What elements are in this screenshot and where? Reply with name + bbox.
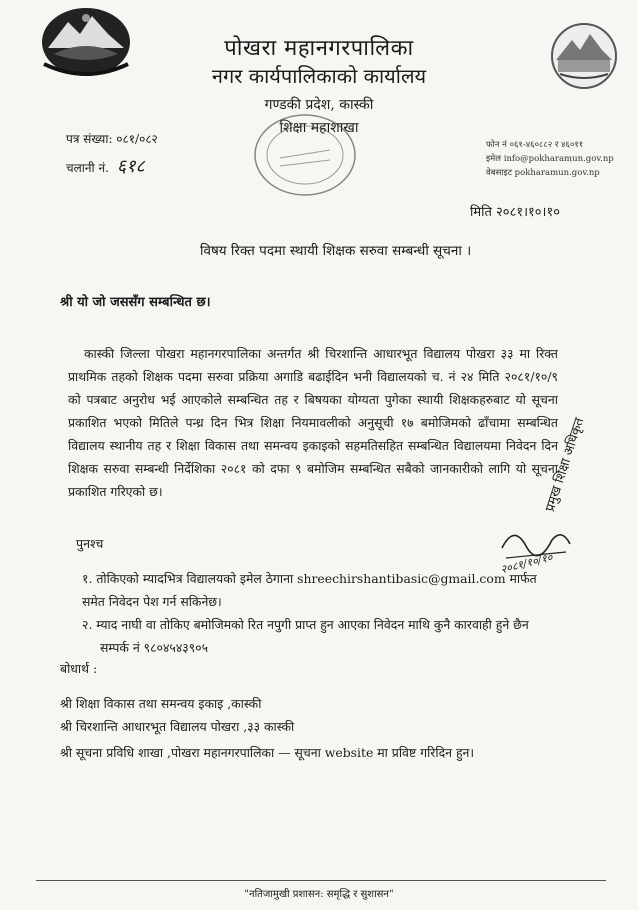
dispatch-number	[66, 154, 145, 178]
subject-line: विषय रिक्त पदमा स्थायी शिक्षक सरुवा सम्बन्धी सूचना ।	[200, 243, 472, 259]
contact-block	[486, 138, 614, 180]
salutation: श्री यो जो जससँग सम्बन्धित छ।	[60, 295, 211, 310]
contact-website: वेबसाइट pokharamun.gov.np	[486, 168, 600, 178]
org-name: पोखरा महानगरपालिका	[224, 36, 414, 61]
cc-item: श्री शिक्षा विकास तथा समन्वय इकाइ ,कास्की	[60, 696, 262, 711]
cc-item: श्री सूचना प्रविधि शाखा ,पोखरा महानगरपालिका — सूचना website मा प्रविष्ट गरिदिन हुन।	[60, 745, 475, 760]
cc-item: श्री चिरशान्ति आधारभूत विद्यालय पोखरा ,३३ कास्की	[60, 719, 295, 734]
cc-heading: बोधार्थ :	[60, 661, 98, 676]
signature-date: २०८१/१०/१०	[499, 550, 554, 577]
addendum-heading: पुनश्च	[76, 536, 104, 551]
dispatch-label: चलानी नं.	[66, 161, 109, 175]
dispatch-value: ६१८	[116, 156, 145, 177]
contact-email: इमेल info@pokharamun.gov.np	[486, 154, 614, 164]
signature-title: प्रमुख शिक्षा अधिकृत	[542, 416, 588, 514]
addendum-item-1: १. तोकिएको म्यादभित्र विद्यालयको इमेल ठेगाना shreechirshantibasic@gmail.com मार्फत	[82, 571, 537, 586]
body-text: कास्की जिल्ला पोखरा महानगरपालिका अन्तर्गत श्री चिरशान्ति आधारभूत विद्यालय पोखरा ३३ मा रिक्त प्राथमिक तहको शिक्षक पदमा सरुवा प्रक्रिया अगाडि बढाईदिन भनी विद्यालयको च. नं २४ मिति २०८१/१०/९ को पत्रबाट अनुरोध भई आएकोले सम्बन्धित तह र बिषयका योग्यता पुगेका स्थायी शिक्षकहरुबाट यो सूचना प्रकाशित भएको मितिले पन्ध्र दिन भित्र शिक्षा नियमावलीको अनुसूची १७ बमोजिमको ढाँचामा सम्बन्धित विद्यालय स्थानीय तह र शिक्षा विकास तथा समन्वय इकाइको सहमतिसहित सम्बन्धित विद्यालयमा निवेदन दिन शिक्षक सरुवा सम्बन्धी निर्देशिका २०८१ को दफा ९ बमोजिम सम्बन्धित सबैको जानकारीको लागि यो सूचना प्रकाशित गरिएको छ।	[68, 346, 558, 499]
footer-divider	[36, 880, 606, 881]
addendum-item-1-cont: समेत निवेदन पेश गर्न सकिनेछ।	[82, 594, 222, 609]
letter-date: मिति २०८१।१०।१०	[470, 205, 560, 220]
contact-number: सम्पर्क नं ९८०४५४३९०५	[100, 640, 209, 655]
contact-phone: फोन नं ०६१-४६०८८२ र ४६०११	[486, 140, 584, 150]
addendum-item-2: २. म्याद नाघी वा तोकिए बमोजिमको रित नपुगी प्राप्त हुन आएका निवेदन माथि कुनै कारवाही हुने छैन	[82, 617, 529, 632]
office-stamp	[250, 110, 360, 200]
footer-motto: "नतिजामुखी प्रशासन: समृद्धि र सुशासन"	[244, 889, 394, 900]
body-paragraph	[68, 342, 558, 503]
letter-number: पत्र संख्या: ०८१/०८२	[66, 132, 158, 146]
branch-name: शिक्षा महाशाखा	[279, 120, 359, 136]
office-name: नगर कार्यपालिकाको कार्यालय	[211, 64, 427, 88]
province-line: गण्डकी प्रदेश, कास्की	[264, 97, 374, 113]
